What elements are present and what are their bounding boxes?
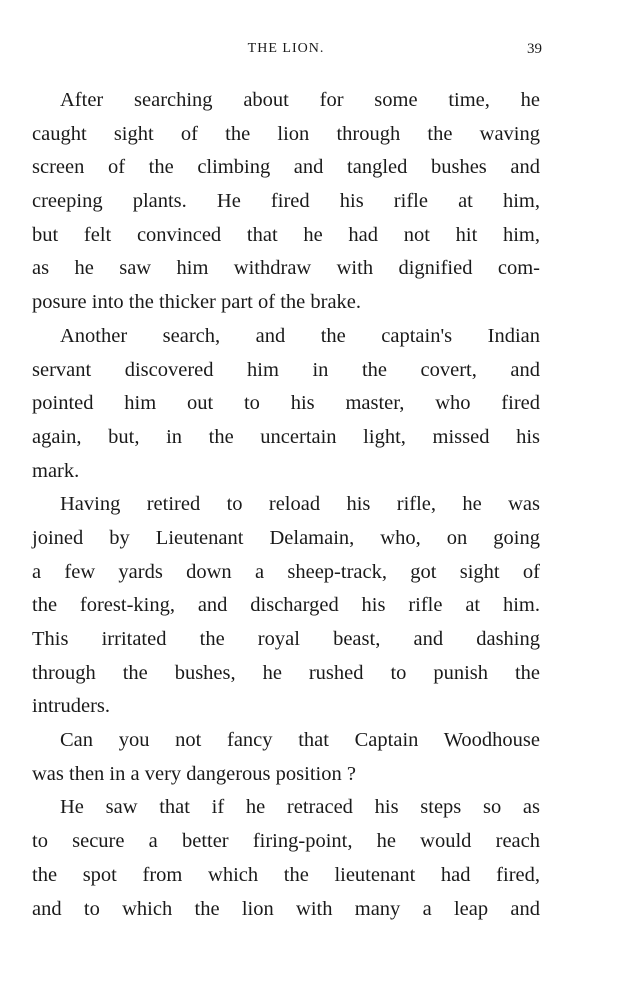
text-line: as he saw him withdraw with dignified com- [32, 257, 540, 280]
text-line: pointed him out to his master, who fired [32, 392, 540, 415]
text-line: a few yards down a sheep-track, got sight of [32, 560, 540, 583]
text-line: Another search, and the captain's Indian [60, 324, 540, 347]
text-line: to secure a better firing-point, he would reach [32, 830, 540, 853]
text-line: screen of the climbing and tangled bushes and [32, 156, 540, 179]
page-number: 39 [527, 41, 542, 57]
text-line: posure into the thicker part of the brake. [32, 291, 362, 314]
text-line: This irritated the royal beast, and dashing [32, 628, 540, 650]
text-line: joined by Lieutenant Delamain, who, on going [32, 526, 540, 549]
text-line: but felt convinced that he had not hit him, [32, 223, 540, 246]
text-line: the spot from which the lieutenant had fired, [32, 863, 540, 886]
text-line: and to which the lion with many a leap and [32, 897, 540, 920]
running-head [30, 41, 542, 61]
text-line: the forest-king, and discharged his rifle at him. [32, 594, 540, 617]
running-title: THE LION. [247, 41, 325, 56]
text-line: Having retired to reload his rifle, he was [60, 493, 540, 516]
text-line: creeping plants. He fired his rifle at him, [32, 190, 540, 213]
text-line: caught sight of the lion through the waving [32, 122, 540, 145]
text-line: mark. [32, 459, 80, 482]
text-line: again, but, in the uncertain light, missed his [32, 425, 540, 448]
body-text [32, 84, 540, 926]
text-line: through the bushes, he rushed to punish the [32, 661, 540, 684]
text-line: intruders. [32, 695, 110, 718]
text-line: servant discovered him in the covert, and [32, 358, 540, 381]
text-line: Can you not fancy that Captain Woodhouse [60, 729, 540, 752]
text-line: was then in a very dangerous position ? [32, 762, 356, 785]
text-line: He saw that if he retraced his steps so as [60, 796, 540, 819]
text-line: After searching about for some time, he [60, 89, 540, 111]
